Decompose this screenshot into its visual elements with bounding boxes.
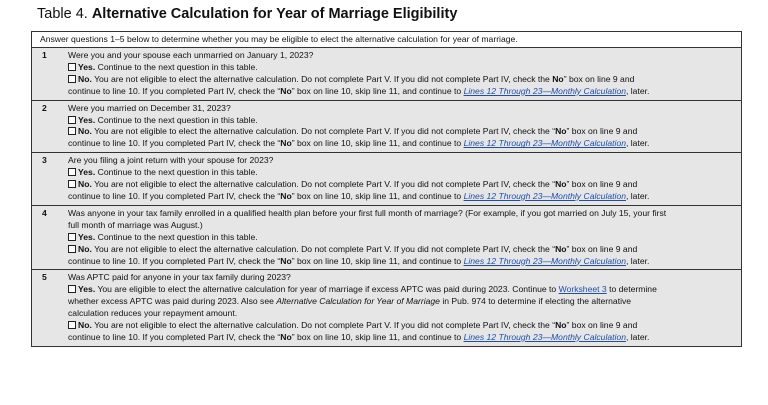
no-checkbox[interactable] — [68, 127, 76, 135]
question-text: Were you married on December 31, 2023? — [68, 102, 231, 113]
yes-label: Yes. — [78, 231, 96, 242]
monthly-calculation-link[interactable]: Lines 12 Through 23—Monthly Calculation — [463, 331, 626, 342]
no-text: box on line 10, skip line 11, and continue to — [296, 190, 462, 201]
yes-option-continued: calculation reduces your repayment amount. — [68, 308, 238, 319]
question-text: Were you and your spouse each unmarried on January 1, 2023? — [68, 50, 314, 60]
no-text: , later. — [626, 85, 650, 96]
yes-text: Continue to the next question in this table. — [97, 61, 258, 72]
no-option: No. You are not eligible to elect the alternative calculation. Do not complete Part V. If you did not complete Part IV, check the “No” box on line 9 and — [68, 179, 735, 191]
question-row-5 — [32, 270, 741, 345]
question-number: 2 — [42, 102, 47, 113]
yes-checkbox[interactable] — [68, 168, 76, 176]
no-emphasis: No — [552, 73, 564, 84]
pub-974-reference: Alternative Calculation for Year of Marriage — [276, 296, 440, 307]
no-text: You are not eligible to elect the alternative calculation. Do not complete Part V. If you did not complete Part IV, check the — [94, 126, 550, 137]
yes-text: Continue to the next question in this table. — [97, 167, 258, 178]
no-option-continued: continue to line 10. If you completed Part IV, check the “No” box on line 10, skip line 11, and continue to Lines 12 Through 23—Monthly Calculation, later. — [68, 331, 650, 342]
yes-label: Yes. — [78, 61, 96, 72]
question-text: Are you filing a joint return with your spouse for 2023? — [68, 155, 274, 166]
table-label: Table 4. — [37, 6, 88, 22]
no-checkbox[interactable] — [68, 180, 76, 188]
no-text: You are not eligible to elect the alternative calculation. Do not complete Part V. If you did not complete Part IV, check the — [94, 243, 550, 254]
no-label: No. — [78, 320, 92, 331]
question-number: 1 — [42, 50, 47, 60]
no-emphasis: No — [280, 255, 292, 266]
no-text: box on line 10, skip line 11, and continue to — [296, 85, 462, 96]
no-option-continued: continue to line 10. If you completed Part IV, check the “No” box on line 10, skip line 11, and continue to Lines 12 Through 23—Monthly Calculation, later. — [68, 85, 650, 96]
yes-text: Continue to the next question in this table. — [97, 231, 258, 242]
no-option: No. You are not eligible to elect the alternative calculation. Do not complete Part V. If you did not complete Part IV, check the “No” box on line 9 and — [68, 320, 735, 332]
yes-option — [68, 115, 735, 127]
yes-label: Yes. — [78, 114, 96, 125]
question-row-2 — [32, 101, 741, 154]
no-option: No. You are not eligible to elect the alternative calculation. Do not complete Part V. If you did not complete Part IV, check the “No” box on line 9 and — [68, 126, 735, 138]
no-text: You are not eligible to elect the alternative calculation. Do not complete Part V. If you did not complete Part IV, check the — [94, 179, 550, 190]
no-text: You are not eligible to elect the alternative calculation. Do not complete Part V. If you did not complete Part IV, check the — [94, 73, 550, 84]
monthly-calculation-link[interactable]: Lines 12 Through 23—Monthly Calculation — [463, 138, 626, 149]
no-emphasis: No — [555, 126, 567, 137]
no-label: No. — [78, 126, 92, 137]
yes-option — [68, 167, 735, 179]
yes-text: whether excess APTC was paid during 2023. Also see — [68, 296, 274, 307]
question-text: Was anyone in your tax family enrolled in a qualified health plan before your first full month of marriage? (For example, if you got married on July 15, your first — [68, 207, 667, 218]
no-emphasis: No — [280, 190, 292, 201]
question-row-3 — [32, 153, 741, 206]
no-checkbox[interactable] — [68, 245, 76, 253]
no-text: box on line 10, skip line 11, and continue to — [296, 138, 462, 149]
no-text: , later. — [626, 138, 650, 149]
no-emphasis: No — [280, 85, 292, 96]
worksheet-3-link[interactable]: Worksheet 3 — [558, 284, 607, 295]
yes-checkbox[interactable] — [68, 285, 76, 293]
no-text: box on line 9 and — [571, 320, 638, 331]
yes-label: Yes. — [78, 167, 96, 178]
yes-option — [68, 62, 735, 74]
no-checkbox[interactable] — [68, 321, 76, 329]
yes-label: Yes. — [78, 284, 96, 295]
no-text: box on line 9 and — [571, 126, 638, 137]
yes-text: to determine — [609, 284, 657, 295]
no-text: box on line 9 and — [568, 73, 635, 84]
table-heading: Alternative Calculation for Year of Marriage Eligibility — [91, 6, 458, 22]
table-title — [37, 5, 457, 23]
yes-text: You are eligible to elect the alternative calculation for year of marriage if excess APTC was paid during 2023. Continue to — [97, 284, 557, 295]
no-text: continue to line 10. If you completed Part IV, check the — [68, 255, 276, 266]
no-text: , later. — [626, 190, 650, 201]
yes-text: Continue to the next question in this table. — [97, 114, 258, 125]
question-row-4 — [32, 206, 741, 271]
yes-checkbox[interactable] — [68, 233, 76, 241]
question-row-1 — [32, 48, 741, 101]
yes-text: in Pub. 974 to determine if electing the alternative — [442, 296, 632, 307]
no-option-continued: continue to line 10. If you completed Part IV, check the “No” box on line 10, skip line 11, and continue to Lines 12 Through 23—Monthly Calculation, later. — [68, 138, 650, 149]
no-text: , later. — [626, 331, 650, 342]
no-option: No. You are not eligible to elect the alternative calculation. Do not complete Part V. If you did not complete Part IV, check the No” box on line 9 and — [68, 74, 735, 86]
no-option-continued: continue to line 10. If you completed Part IV, check the “No” box on line 10, skip line 11, and continue to Lines 12 Through 23—Monthly Calculation, later. — [68, 255, 650, 266]
question-number: 3 — [42, 155, 47, 166]
no-emphasis: No — [280, 331, 292, 342]
question-text-continued: full month of marriage was August.) — [68, 219, 203, 230]
monthly-calculation-link[interactable]: Lines 12 Through 23—Monthly Calculation — [463, 85, 626, 96]
no-text: box on line 10, skip line 11, and continue to — [296, 331, 462, 342]
no-checkbox[interactable] — [68, 75, 76, 83]
no-text: continue to line 10. If you completed Part IV, check the — [68, 138, 276, 149]
question-number: 4 — [42, 207, 47, 218]
no-text: box on line 9 and — [571, 179, 638, 190]
no-text: , later. — [626, 255, 650, 266]
yes-option — [68, 232, 735, 244]
monthly-calculation-link[interactable]: Lines 12 Through 23—Monthly Calculation — [463, 255, 626, 266]
no-text: box on line 10, skip line 11, and continue to — [296, 255, 462, 266]
yes-checkbox[interactable] — [68, 116, 76, 124]
no-emphasis: No — [555, 179, 567, 190]
question-number: 5 — [42, 272, 47, 283]
no-text: You are not eligible to elect the alternative calculation. Do not complete Part V. If you did not complete Part IV, check the — [94, 320, 550, 331]
yes-checkbox[interactable] — [68, 63, 76, 71]
no-label: No. — [78, 243, 92, 254]
no-text: continue to line 10. If you completed Part IV, check the — [68, 85, 276, 96]
no-option: No. You are not eligible to elect the alternative calculation. Do not complete Part V. If you did not complete Part IV, check the “No” box on line 9 and — [68, 244, 735, 256]
no-emphasis: No — [555, 320, 567, 331]
yes-option-continued — [68, 296, 735, 308]
no-text: continue to line 10. If you completed Part IV, check the — [68, 331, 276, 342]
monthly-calculation-link[interactable]: Lines 12 Through 23—Monthly Calculation — [463, 190, 626, 201]
no-label: No. — [78, 179, 92, 190]
no-text: box on line 9 and — [571, 243, 638, 254]
yes-option — [68, 284, 735, 296]
no-text: continue to line 10. If you completed Part IV, check the — [68, 190, 276, 201]
no-option-continued: continue to line 10. If you completed Part IV, check the “No” box on line 10, skip line 11, and continue to Lines 12 Through 23—Monthly Calculation, later. — [68, 190, 650, 201]
no-label: No. — [78, 73, 92, 84]
no-emphasis: No — [555, 243, 567, 254]
eligibility-table — [31, 31, 742, 347]
no-emphasis: No — [280, 138, 292, 149]
intro-row: Answer questions 1–5 below to determine whether you may be eligible to elect the alternative calculation for year of marriage. — [32, 32, 741, 48]
question-text: Was APTC paid for anyone in your tax family during 2023? — [68, 272, 291, 283]
